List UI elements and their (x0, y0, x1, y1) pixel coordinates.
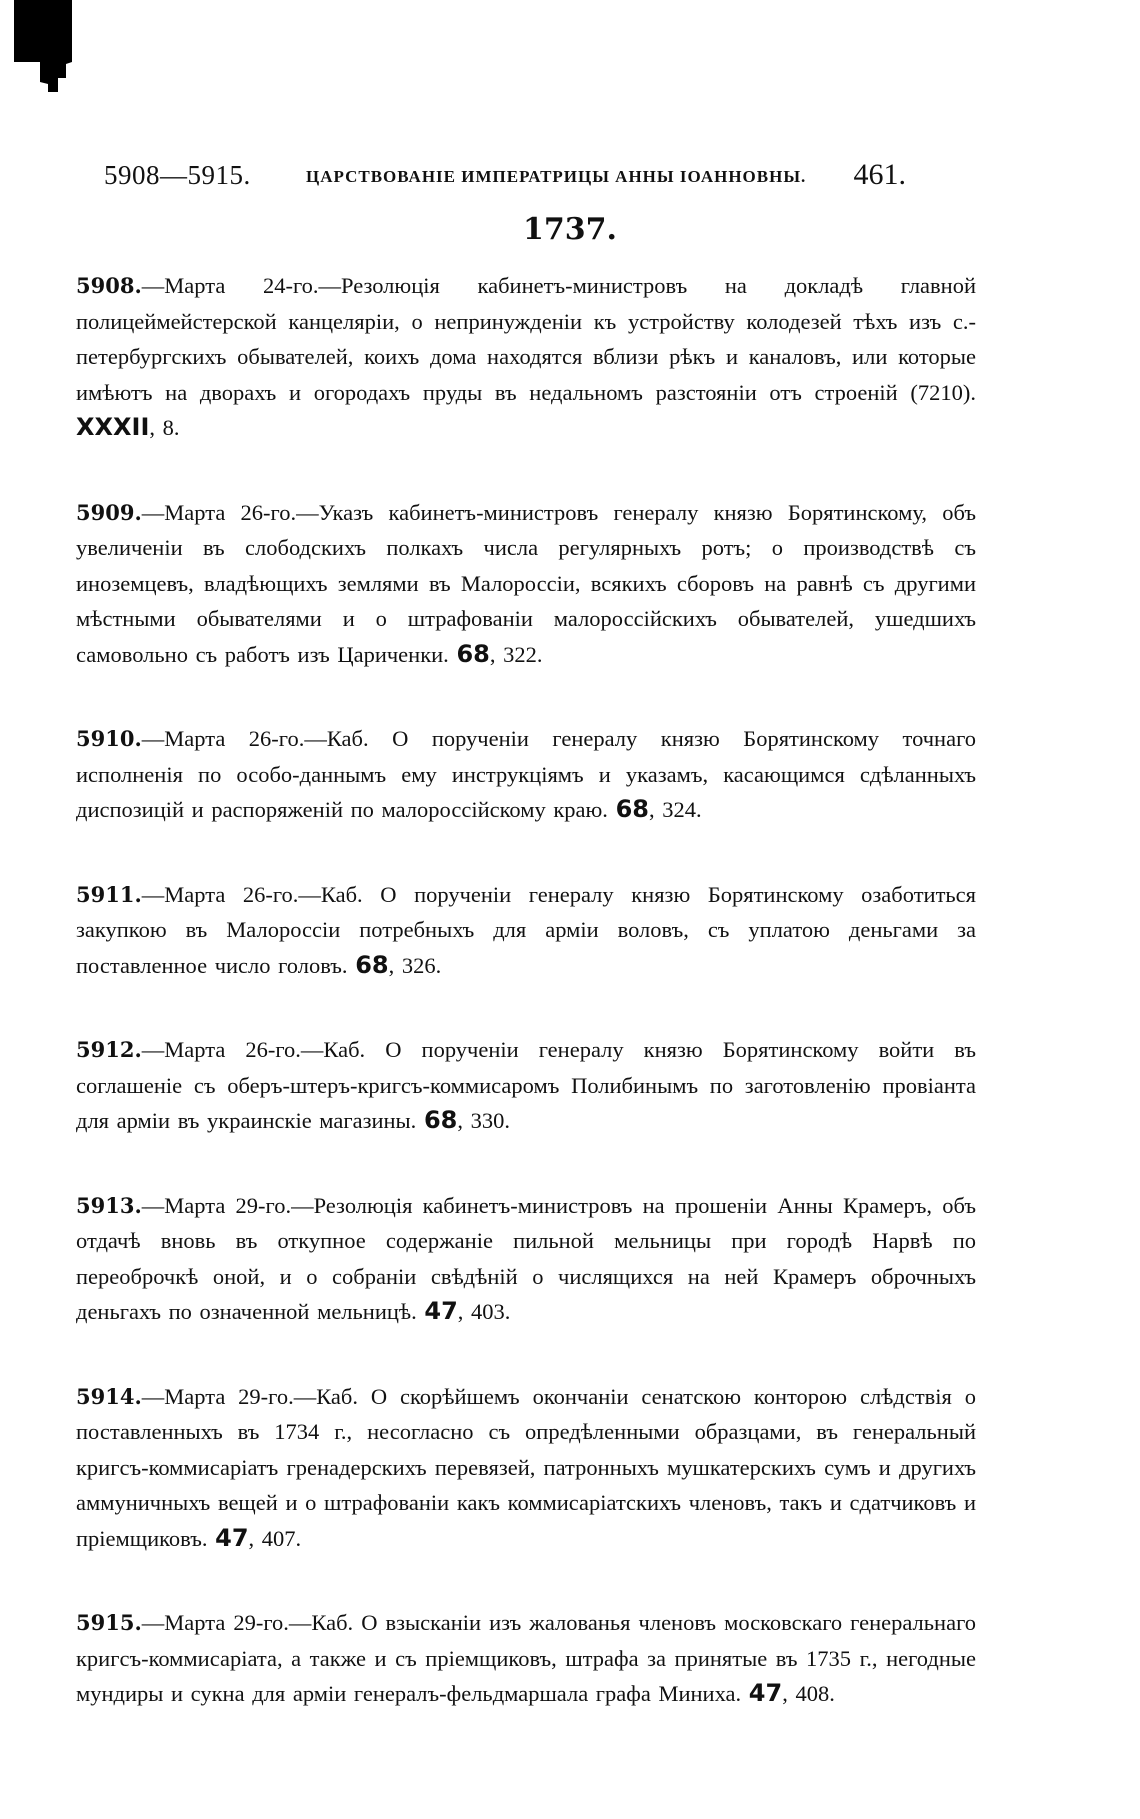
entry-list (76, 268, 976, 1761)
page-number: 461. (853, 158, 906, 191)
entry-number: 5910. (76, 726, 142, 751)
entry-5914 (76, 1379, 976, 1557)
running-header (104, 160, 906, 200)
entry-text: —Марта 26-го.—Каб. О порученіи генералу князю Борятинскому точнаго исполненія по особо-даннымъ ему инструкціямъ и указамъ, касающимся сдѣланныхъ диспозицій и распоряженій по малороссійскому краю. (76, 726, 976, 822)
entry-number: 5915. (76, 1610, 142, 1635)
entry-range: 5908—5915. (104, 160, 251, 190)
entry-ref-page: , 324. (648, 797, 702, 822)
entry-5912 (76, 1032, 976, 1139)
entry-5908 (76, 268, 976, 446)
entry-ref-volume: 68 (615, 795, 649, 823)
entry-5909 (76, 495, 976, 673)
entry-text: —Марта 26-го.—Каб. О порученіи генералу князю Борятинскому войти въ соглашеніе съ оберъ-штеръ-кригсъ-коммисаромъ Полибинымъ по заготовленію провіанта для арміи въ украинскіе магазины. (76, 1037, 976, 1133)
entry-ref-page: , 322. (489, 641, 543, 667)
entry-ref-page: , 326. (388, 952, 442, 978)
entry-5913 (76, 1188, 976, 1330)
entry-5910 (76, 721, 976, 828)
entry-5911 (76, 877, 976, 984)
entry-number: 5913. (76, 1192, 142, 1218)
entry-ref-volume: 47 (424, 1297, 458, 1325)
entry-number: 5909. (76, 499, 142, 525)
entry-ref-volume: 68 (456, 639, 490, 668)
entry-number: 5908. (76, 273, 142, 298)
year-heading: 1737. (523, 212, 617, 247)
entry-text: —Марта 26-го.—Каб. О порученіи генералу князю Борятинскому озаботиться закупкою въ Малороссіи потребныхъ для арміи воловъ, съ уплатою деньгами за поставленное число головъ. (76, 881, 976, 978)
entry-ref-volume: XXXII (76, 413, 150, 441)
entry-ref-page: , 403. (457, 1299, 511, 1324)
entry-number: 5911. (76, 881, 142, 907)
entry-ref-volume: 68 (355, 950, 389, 979)
entry-ref-volume: 68 (423, 1106, 458, 1134)
entry-text: —Марта 29-го.—Каб. О скорѣйшемъ окончаніи сенатскою конторою слѣдствія о поставленныхъ въ 1734 г., несогласно съ опредѣленными образцами, въ генеральный кригсъ-коммисаріатъ гренадерскихъ перевязей, патронныхъ мушкатерскихъ сумъ и другихъ аммуничныхъ вещей и о штрафованіи какъ коммисаріатскихъ членовъ, такъ и сдатчиковъ и пріемщиковъ. (76, 1383, 976, 1551)
entry-text: —Марта 29-го.—Резолюція кабинетъ-министровъ на прошеніи Анны Крамеръ, объ отдачѣ вновь въ откупное содержаніе пильной мельницы при городѣ Нарвѣ по переоброчкѣ оной, и о собраніи свѣдѣній о числящихся на ней Крамеръ оброчныхъ деньгахъ по означенной мельницѣ. (76, 1192, 976, 1324)
entry-text: —Марта 29-го.—Каб. О взысканіи изъ жалованья членовъ московскаго генеральнаго кригсъ-коммисаріата, а также и съ пріемщиковъ, штрафа за принятые въ 1735 г., негодные мундиры и сукна для арміи генералъ-фельдмаршала графа Миниха. (76, 1610, 976, 1706)
entry-text: —Марта 26-го.—Указъ кабинетъ-министровъ генералу князю Борятинскому, объ увеличеніи въ слободскихъ полкахъ числа регулярныхъ ротъ; о производствѣ съ иноземцевъ, владѣющихъ землями въ Малороссіи, всякихъ сборовъ на равнѣ съ другими мѣстными обывателями и о штрафованіи малороссійскихъ обывателей, ушедшихъ самовольно съ работъ изъ Цариченки. (76, 499, 976, 667)
reign-title: ЦАРСТВОВАНІЕ ИМПЕРАТРИЦЫ АННЫ ІОАННОВНЫ. (306, 167, 807, 186)
entry-5915 (76, 1605, 976, 1712)
entry-ref-page: , 407. (248, 1525, 302, 1551)
entry-ref-volume: 47 (748, 1679, 783, 1707)
entry-ref-page: , 408. (782, 1681, 835, 1706)
scan-corner-mark (14, 0, 86, 100)
entry-number: 5912. (76, 1037, 142, 1062)
entry-ref-volume: 47 (215, 1523, 249, 1552)
entry-ref-page: , 330. (457, 1108, 510, 1133)
entry-number: 5914. (76, 1383, 142, 1409)
entry-text: —Марта 24-го.—Резолюція кабинетъ-министровъ на докладѣ главной полицеймейстерской канцеляріи, о непринужденіи къ устройству колодезей тѣхъ изъ с.-петербургскихъ обывателей, коихъ дома находятся вблизи рѣкъ и каналовъ, или которые имѣютъ на дворахъ и огородахъ пруды въ недальномъ разстояніи отъ строеній (7210). (76, 273, 976, 405)
entry-ref-page: , 8. (149, 415, 180, 440)
